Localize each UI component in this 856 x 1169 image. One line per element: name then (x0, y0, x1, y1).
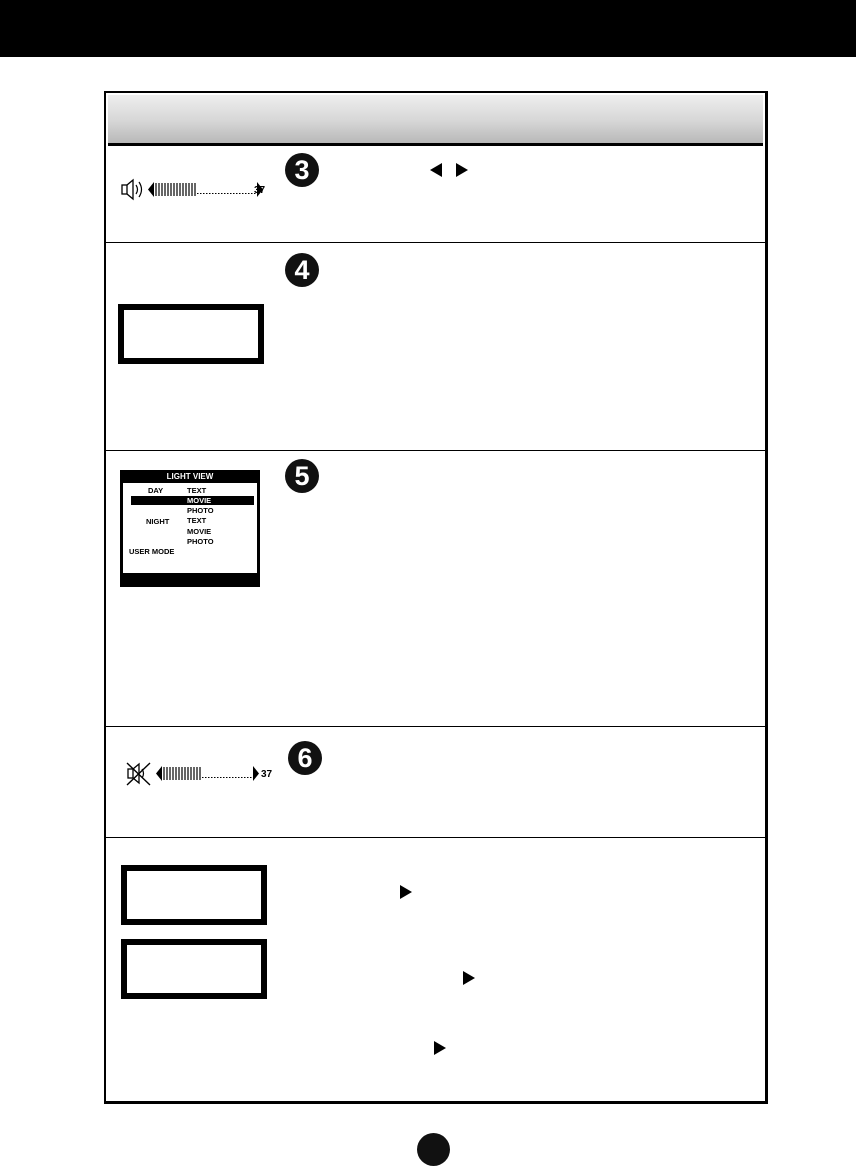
menu-item-user-mode[interactable]: USER MODE (129, 547, 175, 556)
menu-item-day-movie[interactable]: MOVIE (187, 496, 212, 505)
instruction-table (104, 91, 768, 1104)
right-arrow-icon (434, 1041, 446, 1055)
light-view-menu (120, 470, 260, 587)
table-header (108, 95, 763, 146)
right-arrow-icon (400, 885, 412, 899)
right-arrow-icon (463, 971, 475, 985)
top-black-bar (0, 0, 856, 57)
volume-value: 37 (254, 185, 266, 196)
mute-volume-value: 37 (261, 769, 273, 780)
menu-item-day-text[interactable]: TEXT (187, 486, 207, 495)
step-number-4: 4 (285, 253, 319, 287)
left-arrow-icon (430, 163, 442, 177)
menu-night-label: NIGHT (146, 517, 170, 526)
row-divider (106, 726, 765, 727)
menu-item-night-text[interactable]: TEXT (187, 516, 207, 525)
menu-title: LIGHT VIEW (166, 472, 214, 481)
volume-osd (120, 178, 270, 202)
row-divider (106, 242, 765, 243)
page-number-badge (417, 1133, 450, 1166)
menu-item-night-movie[interactable]: MOVIE (187, 527, 212, 536)
osd-message-box (121, 939, 267, 999)
menu-item-night-photo[interactable]: PHOTO (187, 537, 214, 546)
osd-message-box (118, 304, 264, 364)
step-number-5: 5 (285, 459, 319, 493)
speaker-icon (120, 178, 270, 202)
menu-day-label: DAY (148, 486, 164, 495)
mute-osd (126, 762, 276, 786)
row-divider (106, 450, 765, 451)
step-number-6: 6 (288, 741, 322, 775)
osd-message-box (121, 865, 267, 925)
speaker-mute-icon (126, 762, 276, 786)
menu-item-day-photo[interactable]: PHOTO (187, 506, 214, 515)
row-divider (106, 837, 765, 838)
menu-body (123, 483, 257, 573)
right-arrow-icon (456, 163, 468, 177)
step-number-3: 3 (285, 153, 319, 187)
